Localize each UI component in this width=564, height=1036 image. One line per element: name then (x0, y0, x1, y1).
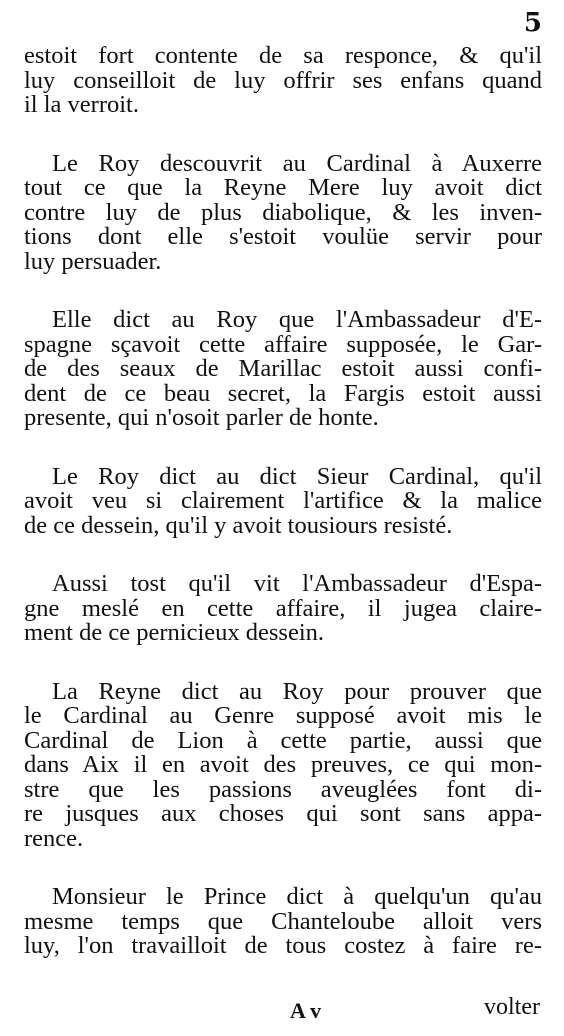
text-line: re jusques aux choses qui sont sans appa- (24, 800, 542, 827)
text-line: Le Roy descouvrit au Cardinal à Auxerre (52, 149, 542, 177)
paragraph (24, 885, 542, 959)
text-line: Monsieur le Prince dict à quelqu'un qu'au (52, 883, 542, 910)
text-line: dent de ce beau secret, la Fargis estoit aussi (24, 379, 542, 407)
catchword: volter (484, 994, 540, 1020)
page-footer (0, 994, 564, 1024)
text-line: de ce dessein, qu'il y avoit tousiours resisté. (24, 511, 453, 539)
body-text (24, 44, 542, 993)
text-line: presente, qui n'osoit parler de honte. (24, 404, 379, 431)
text-line: le Cardinal au Genre supposé avoit mis le (24, 702, 542, 729)
text-line: Elle dict au Roy que l'Ambassadeur d'E- (52, 306, 542, 333)
text-line: stre que les passions aveuglées font di- (24, 775, 542, 803)
paragraph (24, 462, 542, 539)
text-line: luy conseilloit de luy offrir ses enfans quand (24, 66, 542, 94)
paragraph (24, 572, 542, 646)
text-line: contre luy de plus diabolique, & les inven- (24, 198, 542, 226)
text-line: Aussi tost qu'il vit l'Ambassadeur d'Espa- (52, 570, 542, 597)
text-line: Cardinal de Lion à cette partie, aussi que (24, 726, 542, 754)
text-line: dans Aix il en avoit des preuves, ce qui mon- (24, 751, 542, 778)
text-line: luy persuader. (24, 247, 162, 275)
text-line: gne meslé en cette affaire, il jugea claire- (24, 594, 542, 622)
paragraph (24, 677, 542, 852)
text-line: luy, l'on travailloit de tous costez à faire re- (24, 932, 542, 959)
page-number: 5 (523, 8, 542, 38)
text-line: tout ce que la Reyne Mere luy avoit dict (24, 174, 542, 201)
text-line: Le Roy dict au dict Sieur Cardinal, qu'il (52, 462, 542, 490)
text-line: avoit veu si clairement l'artifice & la malice (24, 487, 542, 514)
signature-mark: A v (290, 998, 322, 1023)
text-line: tions dont elle s'estoit voulüe servir pour (24, 223, 542, 250)
paragraph (24, 149, 542, 275)
text-line: rence. (24, 824, 84, 852)
text-line: ment de ce pernicieux dessein. (24, 619, 325, 646)
text-line: spagne sçavoit cette affaire supposée, le Gar- (24, 330, 542, 358)
text-line: mesme temps que Chanteloube alloit vers (24, 907, 542, 935)
text-line: La Reyne dict au Roy pour prouver que (52, 677, 542, 705)
text-line: il la verroit. (24, 91, 139, 118)
paragraph (24, 308, 542, 431)
text-line: de des seaux de Marillac estoit aussi confi- (24, 355, 542, 382)
paragraph (24, 44, 542, 118)
text-line: estoit fort contente de sa responce, & qu'il (24, 42, 542, 69)
